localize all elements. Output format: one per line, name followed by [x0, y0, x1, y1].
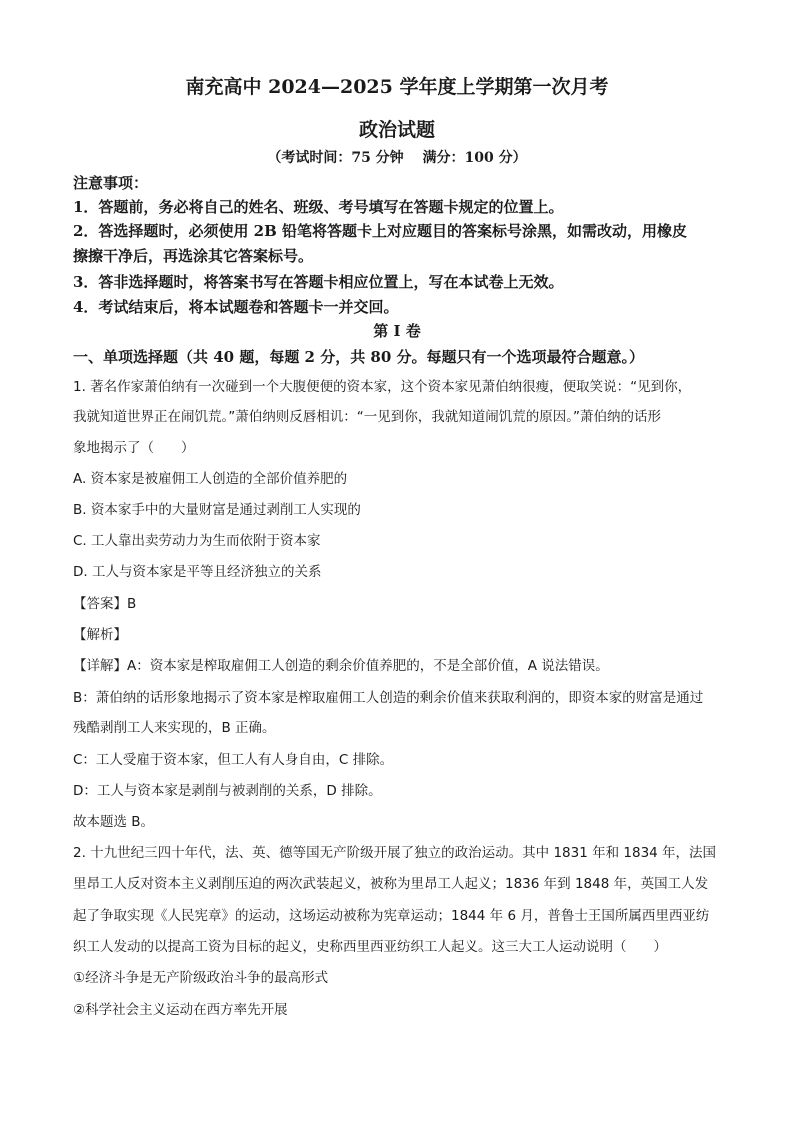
- q1-detail-line: C：工人受雇于资本家，但工人有人身自由，C 排除。: [73, 752, 394, 768]
- notice-item: 4．考试结束后，将本试题卷和答题卡一并交回。: [73, 298, 399, 316]
- notice-item: 1．答题前，务必将自己的姓名、班级、考号填写在答题卡规定的位置上。: [73, 198, 564, 216]
- q1-option-d: D. 工人与资本家是平等且经济独立的关系: [73, 564, 322, 580]
- notice-heading: 注意事项：: [73, 174, 149, 192]
- q1-detail-line: 残酷剥削工人来实现的，B 正确。: [73, 720, 276, 736]
- q1-option-b: B. 资本家手中的大量财富是通过剥削工人实现的: [73, 502, 361, 518]
- q1-analysis-label: 【解析】: [73, 627, 127, 643]
- q1-answer: 【答案】B: [73, 596, 137, 612]
- q1-detail-line: 故本题选 B。: [73, 814, 155, 830]
- q1-stem-line: 我就知道世界正在闹饥荒。”萧伯纳则反唇相讥：“一见到你，我就知道闹饥荒的原因。”萧伯纳的话形: [73, 409, 661, 425]
- q1-option-a: A. 资本家是被雇佣工人创造的全部价值养肥的: [73, 471, 348, 487]
- exam-time-info: （考试时间：75 分钟 满分：100 分）: [267, 150, 527, 166]
- q1-detail-line: B：萧伯纳的话形象地揭示了资本家是榨取雇佣工人创造的剩余价值来获取利润的，即资本家的财富是通过: [73, 690, 704, 706]
- notice-item: 2．答选择题时，必须使用 2B 铅笔将答题卡上对应题目的答案标号涂黑，如需改动，用橡皮: [73, 222, 688, 240]
- notice-item: 3．答非选择题时，将答案书写在答题卡相应位置上，写在本试卷上无效。: [73, 273, 564, 291]
- notice-item: 擦擦干净后，再选涂其它答案标号。: [73, 247, 314, 265]
- section-heading: 一、单项选择题（共 40 题，每题 2 分，共 80 分。每题只有一个选项最符合题意。）: [73, 348, 645, 366]
- subject-title: 政治试题: [358, 119, 435, 141]
- q2-statement: ②科学社会主义运动在西方率先开展: [73, 1002, 288, 1018]
- q1-detail-line: 【详解】A：资本家是榨取雇佣工人创造的剩余价值养肥的，不是全部价值，A 说法错误。: [73, 658, 609, 674]
- q1-option-c: C. 工人靠出卖劳动力为生而依附于资本家: [73, 533, 321, 549]
- q1-stem-line: 1. 著名作家萧伯纳有一次碰到一个大腹便便的资本家，这个资本家见萧伯纳很瘦，便取笑说：“见到你，: [73, 379, 692, 395]
- volume-heading: 第 Ⅰ 卷: [373, 322, 421, 340]
- q1-detail-line: D：工人与资本家是剥削与被剥削的关系，D 排除。: [73, 783, 382, 799]
- q2-statement: ①经济斗争是无产阶级政治斗争的最高形式: [73, 970, 329, 986]
- q1-stem-line: 象地揭示了（ ）: [73, 440, 195, 456]
- q2-stem-line: 里昂工人反对资本主义剥削压迫的两次武装起义，被称为里昂工人起义；1836 年到 1848 年，英国工人发: [73, 876, 709, 892]
- q2-stem-line: 2. 十九世纪三四十年代，法、英、德等国无产阶级开展了独立的政治运动。其中 1831 年和 1834 年，法国: [73, 845, 717, 861]
- q2-stem-line: 起了争取实现《人民宪章》的运动，这场运动被称为宪章运动；1844 年 6 月，普鲁士王国所属西里西亚纺: [73, 908, 710, 924]
- q2-stem-line: 织工人发动的以提高工资为目标的起义，史称西里西亚纺织工人起义。这三大工人运动说明（ ）: [73, 939, 667, 955]
- exam-title: 南充高中 2024—2025 学年度上学期第一次月考: [185, 76, 609, 98]
